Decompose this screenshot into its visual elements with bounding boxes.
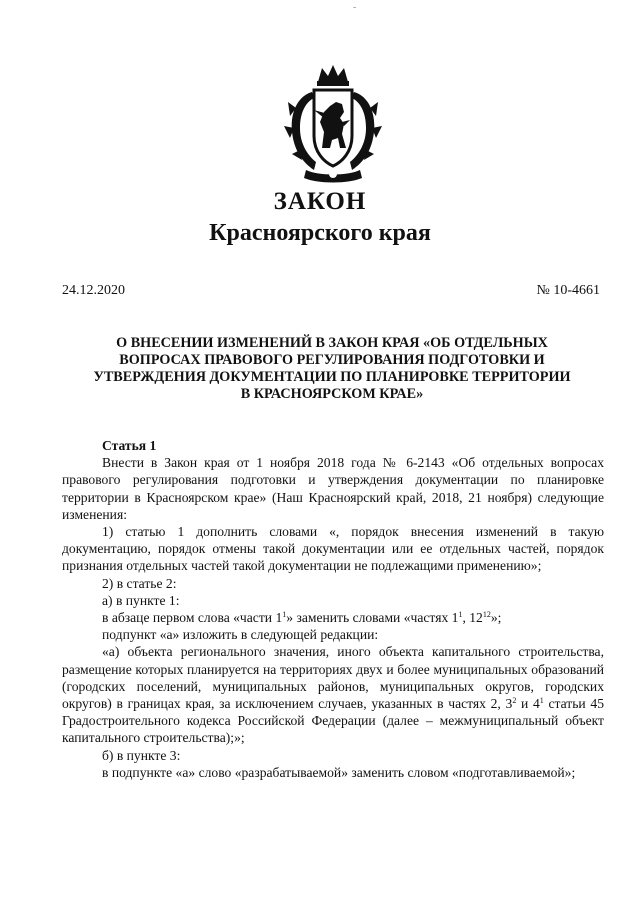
document-number: № 10-4661 (536, 283, 600, 298)
top-mark: - (353, 2, 357, 13)
document-subtitle: Красноярского края (209, 220, 431, 246)
superscript: 1 (282, 610, 287, 620)
heading-line: В КРАСНОЯРСКОМ КРАЕ» (240, 386, 424, 402)
paragraph: 1) статью 1 дополнить словами «, порядок внесения изменений в такую документацию, порядок отмены такой документации или ее отдельных частей, порядок признания отдельных частей такой документации не подлежащими применению»; (62, 524, 604, 574)
text-run: статьи 45 Градостроительного кодекса Российской Федерации (далее – межмуниципальный объект капитального строительства);»; (62, 696, 604, 746)
paragraph (62, 643, 604, 746)
superscript: 12 (482, 610, 491, 620)
text-run: и 4 (516, 696, 540, 712)
paragraph (62, 609, 604, 626)
paragraph: 2) в статье 2: (102, 575, 177, 591)
superscript: 1 (458, 610, 463, 620)
heading-line: ВОПРОСАХ ПРАВОВОГО РЕГУЛИРОВАНИЯ ПОДГОТОВКИ И (119, 352, 545, 368)
superscript: 2 (512, 696, 517, 706)
text-run: в абзаце первом слова «части 1 (102, 610, 283, 626)
krasnoyarsk-coat-of-arms-icon (284, 62, 382, 184)
text-run: , 12 (462, 610, 483, 626)
text-run: »; (490, 610, 502, 626)
document-title: ЗАКОН (273, 188, 367, 215)
document-date: 24.12.2020 (62, 283, 125, 298)
document-body (62, 437, 604, 781)
law-heading (62, 335, 602, 403)
superscript: 1 (539, 696, 544, 706)
text-run: «а) объекта регионального значения, иного объекта капитального строительства, размещение которых планируется на территориях двух и более муниципальных образований (городских поселений, муниципальных районов, муниципальных округов, городских округов) в границах края, за исключением случаев, указанных в частях 2, 3 (62, 644, 604, 712)
paragraph: Внести в Закон края от 1 ноября 2018 года № 6-2143 «Об отдельных вопросах правового регулирования подготовки и утверждения документации по планировке территории в Красноярском крае» (Наш Красноярский край, 2018, 21 ноября) следующие изменения: (62, 455, 604, 522)
paragraph: а) в пункте 1: (102, 592, 180, 608)
paragraph: в подпункте «а» слово «разрабатываемой» заменить словом «подготавливаемой»; (102, 764, 576, 780)
paragraph: подпункт «а» изложить в следующей редакции: (102, 627, 379, 643)
text-run: » заменить словами «частях 1 (286, 610, 459, 626)
heading-line: УТВЕРЖДЕНИЯ ДОКУМЕНТАЦИИ ПО ПЛАНИРОВКЕ ТЕРРИТОРИИ (93, 369, 571, 385)
article-heading: Статья 1 (102, 438, 157, 453)
paragraph: б) в пункте 3: (102, 747, 181, 763)
heading-line: О ВНЕСЕНИИ ИЗМЕНЕНИЙ В ЗАКОН КРАЯ «ОБ ОТДЕЛЬНЫХ (116, 335, 548, 351)
